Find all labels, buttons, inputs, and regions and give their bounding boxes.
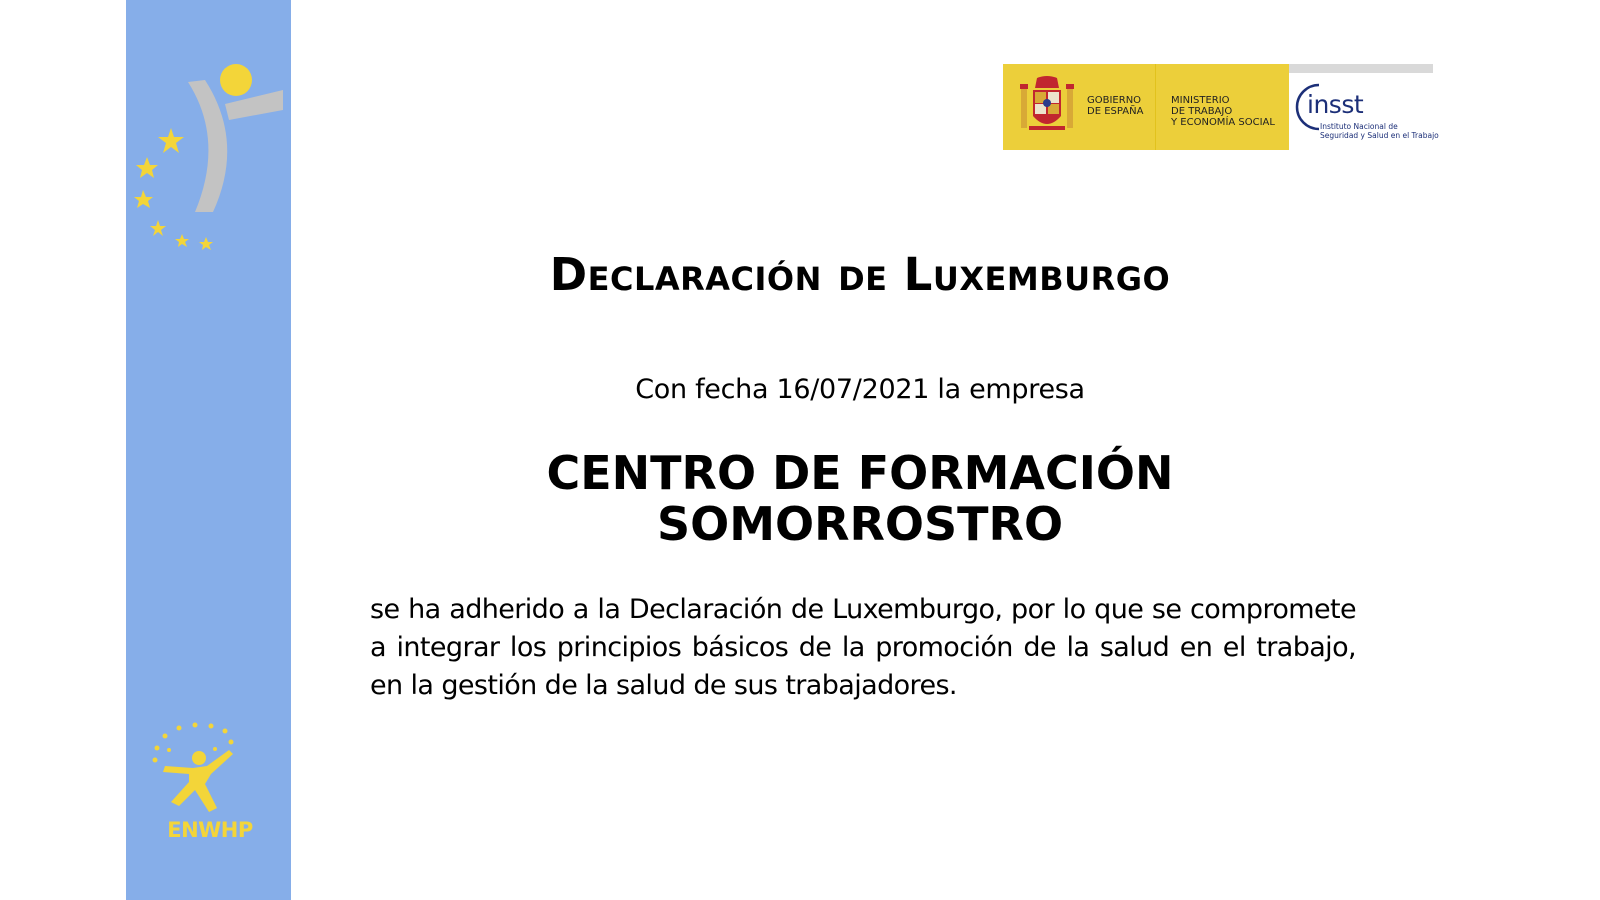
document-title: Declaración de Luxemburgo: [549, 248, 1171, 301]
enwhp-logo: [145, 722, 275, 842]
declaration-body: se ha adherido a la Declaración de Luxemburgo, por lo que se compromete a integrar los principios básicos de la promoción de la salud en el trabajo, en la gestión de la salud de sus trabajadores.: [370, 594, 1356, 701]
company-name-line-1: CENTRO DE FORMACIÓN: [546, 446, 1174, 500]
gobierno-label: GOBIERNO DE ESPAÑA: [1087, 95, 1144, 117]
insst-subtitle: Instituto Nacional de Seguridad y Salud en el Trabajo: [1320, 122, 1439, 140]
insst-top-bar: [1289, 64, 1433, 73]
health-promotion-emblem-icon: [133, 62, 283, 257]
gov-divider: [1155, 64, 1156, 150]
company-name: [330, 448, 1390, 550]
insst-name: insst: [1307, 90, 1364, 119]
enwhp-figure-icon: [145, 722, 275, 817]
enwhp-label: ENWHP: [167, 818, 253, 842]
gobierno-espana-logo: [1003, 64, 1289, 150]
insst-logo: [1289, 64, 1439, 150]
coat-of-arms-icon: [1017, 76, 1077, 138]
company-name-line-2: SOMORROSTRO: [656, 497, 1064, 551]
date-line: Con fecha 16/07/2021 la empresa: [635, 374, 1085, 405]
ministerio-label: MINISTERIO DE TRABAJO Y ECONOMÍA SOCIAL: [1171, 95, 1275, 128]
